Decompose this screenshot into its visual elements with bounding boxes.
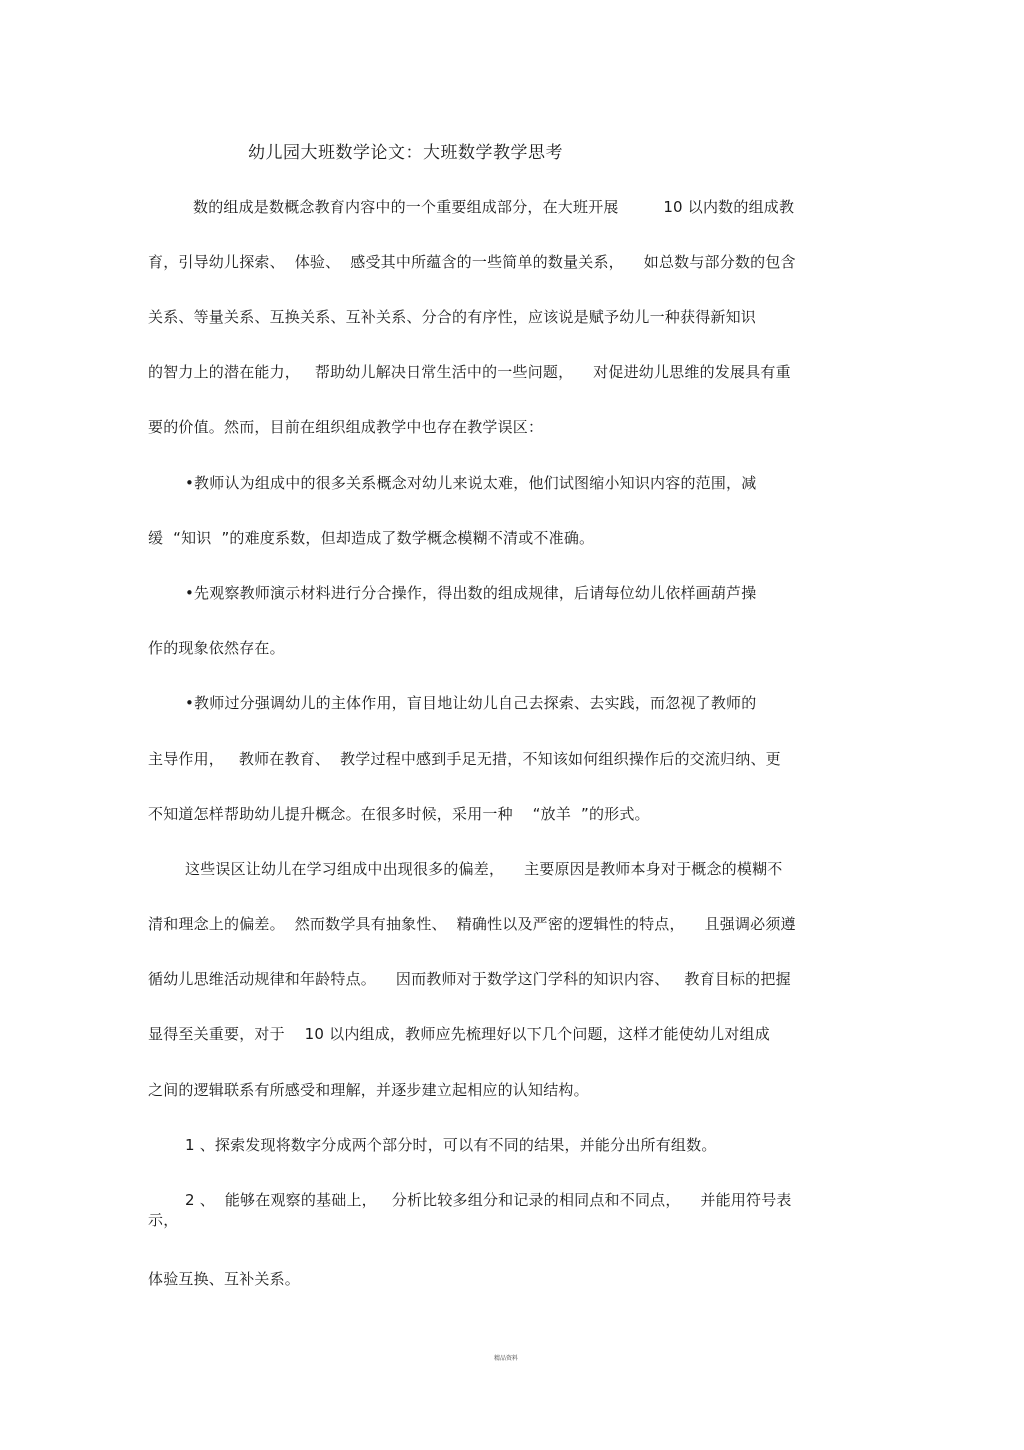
paragraph-1-line-2: 育，引导幼儿探索、 体验、 感受其中所蕴含的一些简单的数量关系， 如总数与部分数的包含: [148, 253, 796, 271]
list-item-2-line-3: 体验互换、互补关系。: [148, 1270, 301, 1288]
paragraph-2-line-2: 清和理念上的偏差。 然而数学具有抽象性、 精确性以及严密的逻辑性的特点， 且强调必须遵: [148, 915, 796, 933]
paragraph-2-line-5: 之间的逻辑联系有所感受和理解，并逐步建立起相应的认知结构。: [148, 1081, 589, 1099]
paragraph-1-line-5: 要的价值。然而，目前在组织组成教学中也存在教学误区：: [148, 418, 544, 436]
bullet-3-line-1: •教师过分强调幼儿的主体作用，盲目地让幼儿自己去探索、去实践，而忽视了教师的: [185, 694, 757, 712]
list-item-2-line-1: 2 、 能够在观察的基础上， 分析比较多组分和记录的相同点和不同点， 并能用符号表: [185, 1191, 792, 1209]
list-item-2-line-2: 示，: [148, 1211, 179, 1229]
bullet-1-line-1: •教师认为组成中的很多关系概念对幼儿来说太难，他们试图缩小知识内容的范围，减: [185, 474, 757, 492]
page-footer: 精品资料: [494, 1355, 519, 1362]
bullet-3-line-3: 不知道怎样帮助幼儿提升概念。在很多时候，采用一种 “放羊 ”的形式。: [148, 805, 650, 823]
bullet-1-line-2: 缓 “知识 ”的难度系数，但却造成了数学概念模糊不清或不准确。: [148, 529, 595, 547]
paragraph-2-line-3: 循幼儿思维活动规律和年龄特点。 因而教师对于数学这门学科的知识内容、 教育目标的把握: [148, 970, 791, 988]
paragraph-1-line-1: 数的组成是数概念教育内容中的一个重要组成部分，在大班开展 10 以内数的组成教: [193, 198, 795, 216]
paragraph-1-line-3: 关系、等量关系、互换关系、互补关系、分合的有序性，应该说是赋予幼儿一种获得新知识: [148, 308, 757, 326]
bullet-2-line-1: •先观察教师演示材料进行分合操作，得出数的组成规律，后请每位幼儿依样画葫芦操: [185, 584, 757, 602]
list-item-1: 1 、探索发现将数字分成两个部分时，可以有不同的结果，并能分出所有组数。: [185, 1136, 717, 1154]
paragraph-2-line-4: 显得至关重要，对于 10 以内组成，教师应先梳理好以下几个问题，这样才能使幼儿对组成: [148, 1025, 770, 1043]
bullet-2-line-2: 作的现象依然存在。: [148, 639, 285, 657]
document-title: 幼儿园大班数学论文：大班数学教学思考: [248, 143, 563, 163]
bullet-3-line-2: 主导作用， 教师在教育、 教学过程中感到手足无措，不知该如何组织操作后的交流归纳、更: [148, 750, 781, 768]
paragraph-1-line-4: 的智力上的潜在能力， 帮助幼儿解决日常生活中的一些问题， 对促进幼儿思维的发展具有重: [148, 363, 791, 381]
paragraph-2-line-1: 这些误区让幼儿在学习组成中出现很多的偏差， 主要原因是教师本身对于概念的模糊不: [185, 860, 783, 878]
